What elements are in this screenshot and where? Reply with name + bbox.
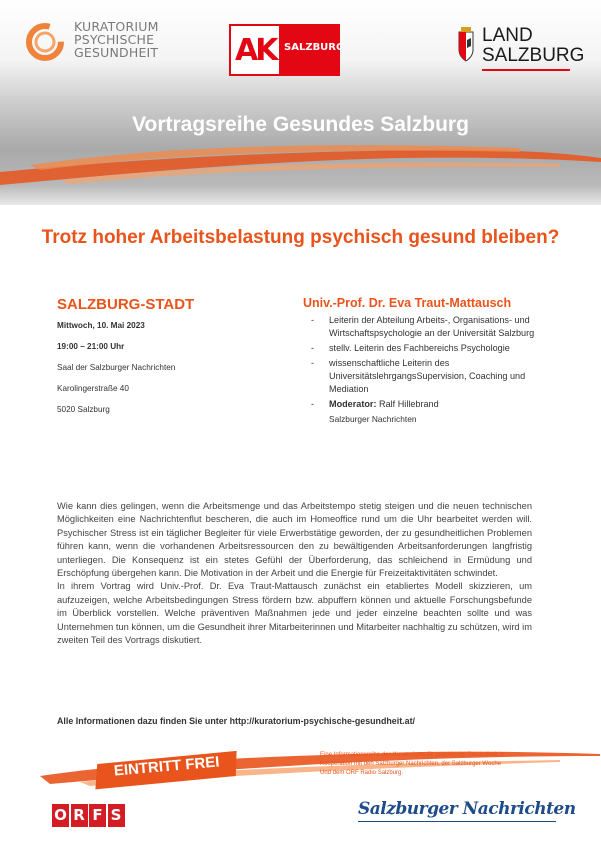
speaker-name: Univ.-Prof. Dr. Eva Traut-Mattausch	[303, 296, 512, 310]
moderator-name: Ralf Hillebrand	[379, 399, 439, 409]
event-city: SALZBURG-STADT	[57, 296, 195, 313]
event-date: Mittwoch, 10. Mai 2023	[57, 321, 145, 330]
ak-salzburg-logo	[229, 24, 345, 76]
role-text: stellv. Leiterin des Fachbereichs Psychologie	[329, 343, 510, 353]
moderator-org: Salzburger Nachrichten	[329, 414, 417, 424]
moderator-label: Moderator:	[329, 399, 377, 409]
list-item: - Moderator: Ralf Hillebrand	[311, 399, 439, 409]
kuratorium-ring-icon	[24, 21, 66, 63]
speaker-details	[303, 296, 553, 425]
body-paragraph: In ihrem Vortrag wird Univ.-Prof. Dr. Eva Traut-Mattausch zunächst ein etabliertes Modell skizzieren, um aufzuzeigen, welche Arbeitsbedingungen Stress fördern bzw. abpuffern können und aktuelle Forschungsbefunde im Überblick vorstellen. Welche präventiven Maßnahmen jede und jeder einzelne beachten sollte und was Unternehmen tun können, um die Gesundheit ihrer Mitarbeiterinnen und Mitarbeiter nachhaltig zu schützen, wird im zweiten Teil des Vortrags diskutiert.	[57, 581, 532, 646]
land-salzburg-text: LAND SALZBURG	[482, 25, 585, 66]
land-red-line	[482, 69, 570, 71]
list-item: - Leiterin der Abteilung Arbeits-, Organisations- und Wirtschaftspsychologie an der Universität Salzburg	[311, 315, 535, 338]
kuratorium-logo	[24, 19, 194, 64]
event-street: Karolingerstraße 40	[57, 384, 129, 393]
header-banner	[0, 0, 601, 205]
salzburg-shield-icon	[455, 26, 477, 64]
series-title: Vortragsreihe Gesundes Salzburg	[132, 113, 469, 136]
orf-letter: F	[89, 804, 106, 827]
orf-logo	[52, 804, 126, 827]
land-salzburg-logo	[455, 25, 585, 76]
sn-logo-text: Salzburger Nachrichten	[358, 799, 576, 819]
speaker-roles	[303, 314, 553, 411]
ak-mark: AK	[235, 33, 276, 68]
body-text	[57, 500, 532, 647]
ak-city-text: SALZBURG	[284, 42, 345, 53]
sn-underline	[358, 821, 556, 822]
ak-box	[231, 26, 279, 74]
role-text: wissenschaftliche Leiterin des UniversitätslehrgangsSupervision, Coaching und Mediation	[329, 358, 526, 394]
event-time: 19:00 – 21:00 Uhr	[57, 342, 125, 351]
kuratorium-logo-text: KURATORIUM PSYCHISCHE GESUNDHEIT	[74, 19, 159, 60]
event-venue: Saal der Salzburger Nachrichten	[57, 363, 176, 372]
list-item: - wissenschaftliche Leiterin des UniversitätslehrgangsSupervision, Coaching und Mediation	[311, 358, 526, 394]
orange-swoosh	[0, 130, 601, 205]
event-details	[57, 296, 287, 426]
event-postal: 5020 Salzburg	[57, 405, 110, 414]
body-paragraph: Wie kann dies gelingen, wenn die Arbeitsmenge und das Arbeitstempo stetig steigen und die neuen technischen Möglichkeiten eine Nachrichtenflut bescheren, die auch im Homeoffice rund um die Uhr bearbeitet werden will. Psychischer Stress ist ein täglicher Begleiter für viele Erwerbstätige geworden, der zu gesundheitlichen Problemen führen kann, wenn die vorhandenen Arbeitsressourcen den zu bewältigenden Arbeitsanforderungen langfristig unterliegen. Die Konsequenz ist ein stetes Gefühl der Überforderung, das schleichend in Ermüdung und Erschöpfung übergehen kann. Die Motivation in der Arbeit und die Energie für Freizeitaktivitäten schwindet.	[57, 501, 532, 579]
list-item: - stellv. Leiterin des Fachbereichs Psychologie	[311, 343, 510, 353]
headline: Trotz hoher Arbeitsbelastung psychisch gesund bleiben?	[41, 227, 560, 248]
free-entry-text: EINTRITT FREI	[113, 753, 221, 780]
role-text: Leiterin der Abteilung Arbeits-, Organisations- und Wirtschaftspsychologie an der Universität Salzburg	[329, 315, 535, 338]
orf-letter: S	[108, 804, 125, 827]
orf-letter: R	[71, 804, 88, 827]
salzburger-nachrichten-logo	[358, 799, 576, 821]
orf-letter: O	[52, 804, 69, 827]
organizer-note: Eine Informationsreihe des Kuratoriums für psychische Gesundheit in Kooperation mit den Salzburger Nachrichten, der Salzburger Woche Und dem ORF Radio Salzburg.	[320, 752, 505, 776]
more-info: Alle Informationen dazu finden Sie unter http://kuratorium-psychische-gesundheit.at/	[57, 716, 415, 726]
